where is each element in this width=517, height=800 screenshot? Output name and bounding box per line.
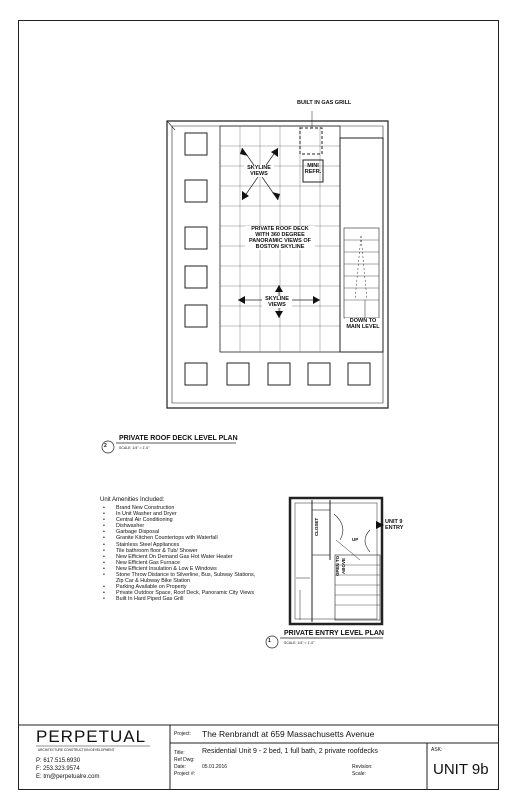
roof-plan-number: 2	[104, 443, 107, 449]
amenity-item: • Granite Kitchen Countertops with Waterfall	[100, 535, 260, 541]
ask-label: ASK:	[431, 747, 443, 753]
entry-plan-scale: SCALE: 1/4" = 1'-0"	[284, 641, 315, 645]
roof-plan-title: PRIVATE ROOF DECK LEVEL PLAN	[119, 435, 238, 442]
amenity-item: • Stone Throw Distance to Silverline, Bus, Subway Stations, Zip Car & Hubway Bike Station	[100, 572, 260, 584]
skyline-label-top: SKYLINE VIEWS	[244, 165, 274, 177]
amenity-item: • New Efficient Gas Furnace	[100, 560, 260, 566]
amenity-item: • Tile bathroom floor & Tub/ Shower	[100, 548, 260, 554]
company-phone: P: 617.515.6930	[36, 758, 81, 764]
company-tagline: ARCHITECTURE CONSTRUCTION DEVELOPMENT	[38, 748, 115, 752]
amenity-item: • Stainless Steel Appliances	[100, 542, 260, 548]
title-value: Residential Unit 9 - 2 bed, 1 full bath, 2 private roofdecks	[202, 748, 378, 755]
entry-plan-number: 1	[268, 638, 271, 644]
company-fax: F: 253.323.9574	[36, 766, 80, 772]
date-label: Date:	[174, 764, 186, 770]
gas-grill	[300, 128, 322, 154]
date-value: 05.01.2016	[202, 764, 228, 770]
amenity-item: • New Efficient Insulation & Low E Windows	[100, 566, 260, 572]
company-email: E: tm@perpetualre.com	[36, 774, 100, 780]
project-label: Project:	[174, 731, 191, 737]
fridge-label: MINI REFR.	[304, 163, 322, 175]
skyline-label-bottom: SKYLINE VIEWS	[262, 296, 292, 308]
open-to-above-label: OPEN TO ABOVE	[335, 555, 346, 577]
amenity-item: • In Unit Washer and Dryer	[100, 511, 260, 517]
roof-building-outline	[167, 121, 388, 408]
entry-label: UNIT 9 ENTRY	[385, 519, 404, 531]
amenities-list	[100, 505, 260, 603]
company-logo: PERPETUAL	[36, 727, 147, 746]
revision-label: Revision:	[352, 764, 373, 770]
amenity-item: • Brand New Construction	[100, 505, 260, 511]
amenity-item: • Dishwasher	[100, 523, 260, 529]
amenity-item: • Central Air Conditioning	[100, 517, 260, 523]
amenity-item: • Parking Available on Property	[100, 584, 260, 590]
roof-plan-scale: SCALE: 1/4" = 1'-0"	[119, 446, 150, 450]
amenity-item: • New Efficient On Demand Gas Hot Water Heater	[100, 554, 260, 560]
entry-plan-title: PRIVATE ENTRY LEVEL PLAN	[284, 630, 384, 637]
up-label: UP	[352, 537, 359, 542]
amenity-item: • Built In Hard Piped Gas Grill	[100, 596, 260, 602]
deck-label: PRIVATE ROOF DECK WITH 360 DEGREE PANORAMIC VIEWS OF BOSTON SKYLINE	[245, 226, 315, 250]
down-label: DOWN TO MAIN LEVEL	[346, 318, 380, 330]
grill-label: BUILT IN GAS GRILL	[297, 100, 352, 106]
project-value: The Renbrandt at 659 Massachusetts Avenue	[202, 729, 375, 739]
title-label: Title:	[174, 750, 185, 756]
amenity-item: • Garbage Disposal	[100, 529, 260, 535]
project-number-label: Project #:	[174, 771, 196, 777]
amenity-item: • Private Outdoor Space, Roof Deck, Panoramic City Views	[100, 590, 260, 596]
amenities-heading: Unit Amenities Included:	[100, 497, 165, 503]
scale-label: Scale:	[352, 771, 366, 777]
ref-dwg-label: Ref Dwg:	[174, 757, 195, 763]
closet-label: CLOSET	[314, 517, 320, 537]
unit-label: UNIT 9b	[433, 761, 489, 778]
